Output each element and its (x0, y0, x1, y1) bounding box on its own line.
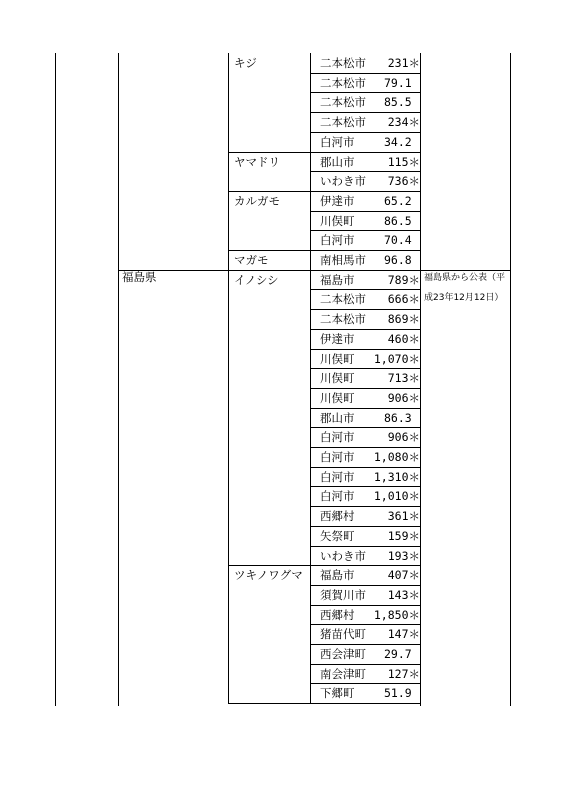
location-cell: 郡山市 (320, 154, 355, 169)
row-divider (310, 664, 420, 665)
measurement-value: 713＊ (387, 371, 420, 386)
location-cell: 白河市 (320, 489, 355, 504)
location-cell: 福島市 (320, 568, 355, 583)
column-rule (420, 53, 421, 706)
measurement-value: 234＊ (387, 115, 420, 130)
row-divider (310, 683, 420, 684)
location-cell: 白河市 (320, 233, 355, 248)
species-divider (228, 191, 420, 192)
species-name: カルガモ (234, 193, 280, 208)
location-cell: 白河市 (320, 134, 355, 149)
row-divider (310, 309, 420, 310)
species-divider (228, 250, 420, 251)
location-cell: 二本松市 (320, 115, 366, 130)
measurement-value: 85.5 (384, 95, 412, 110)
row-divider (310, 486, 420, 487)
species-name: キジ (234, 56, 257, 70)
row-divider (310, 230, 420, 231)
location-cell: 西郷村 (320, 607, 355, 622)
species-name: ヤマドリ (234, 154, 280, 169)
measurement-value: 115＊ (387, 154, 420, 169)
measurement-value: 1,850＊ (373, 607, 420, 622)
location-cell: 白河市 (320, 450, 355, 464)
measurement-value: 666＊ (387, 292, 420, 307)
measurement-value: 147＊ (387, 627, 420, 642)
location-cell: 伊達市 (320, 193, 355, 208)
row-divider (310, 73, 420, 74)
location-cell: 白河市 (320, 469, 355, 484)
location-cell: 二本松市 (320, 75, 366, 90)
row-divider (310, 289, 420, 290)
measurement-value: 127＊ (387, 666, 420, 681)
measurement-value: 906＊ (387, 390, 420, 405)
location-cell: 矢祭町 (320, 528, 355, 543)
row-divider (310, 526, 420, 527)
measurement-value: 143＊ (387, 587, 420, 602)
measurement-value: 51.9 (384, 686, 412, 701)
row-divider (310, 112, 420, 113)
region-cell: 福島県 (122, 270, 157, 284)
measurement-value: 736＊ (387, 174, 420, 189)
measurement-value: 1,010＊ (373, 489, 420, 504)
measurement-value: 79.1 (384, 75, 412, 90)
row-divider (310, 467, 420, 468)
location-cell: いわき市 (320, 174, 366, 189)
location-cell: 西会津町 (320, 647, 366, 661)
species-divider (228, 152, 420, 153)
row-divider (310, 427, 420, 428)
row-divider (310, 546, 420, 547)
species-name: イノシシ (234, 272, 279, 287)
row-divider (310, 329, 420, 330)
row-divider (310, 349, 420, 350)
location-cell: 猪苗代町 (320, 627, 366, 642)
measurement-value: 1,070＊ (373, 351, 420, 366)
column-rule (310, 53, 311, 703)
location-cell: 川俣町 (320, 371, 355, 386)
measurement-value: 1,310＊ (373, 469, 420, 484)
species-divider (228, 565, 420, 566)
measurement-value: 159＊ (387, 528, 420, 543)
location-cell: 二本松市 (320, 292, 366, 307)
row-divider (310, 447, 420, 448)
measurement-value: 193＊ (387, 548, 420, 563)
table-bottom-line (228, 703, 420, 704)
measurement-value: 789＊ (387, 272, 420, 287)
measurement-value: 869＊ (387, 312, 420, 327)
row-divider (310, 388, 420, 389)
column-rule (118, 53, 119, 706)
measurement-value: 86.5 (384, 213, 412, 228)
row-divider (310, 408, 420, 409)
row-divider (310, 585, 420, 586)
location-cell: 二本松市 (320, 95, 366, 110)
species-name: マガモ (234, 253, 269, 267)
row-divider (310, 92, 420, 93)
region-divider (118, 270, 510, 271)
location-cell: 二本松市 (320, 312, 366, 327)
row-divider (310, 644, 420, 645)
location-cell: 白河市 (320, 430, 355, 445)
location-cell: 西郷村 (320, 509, 355, 524)
location-cell: 川俣町 (320, 390, 355, 405)
source-note: 福島県から公表（平成23年12月12日） (424, 273, 506, 303)
measurement-value: 34.2 (384, 134, 412, 149)
measurement-value: 1,080＊ (373, 450, 420, 464)
measurement-value: 906＊ (387, 430, 420, 445)
measurement-value: 96.8 (384, 253, 412, 267)
species-name: ツキノワグマ (234, 568, 303, 583)
location-cell: 川俣町 (320, 213, 355, 228)
location-cell: 南会津町 (320, 666, 366, 681)
row-divider (310, 132, 420, 133)
location-cell: 福島市 (320, 272, 355, 287)
column-rule (228, 53, 229, 703)
location-cell: いわき市 (320, 548, 366, 563)
location-cell: 川俣町 (320, 351, 355, 366)
location-cell: 須賀川市 (320, 587, 366, 602)
row-divider (310, 171, 420, 172)
measurement-value: 86.3 (384, 410, 412, 425)
measurement-value: 460＊ (387, 331, 420, 346)
column-rule (510, 53, 511, 706)
measurement-value: 70.4 (384, 233, 412, 248)
row-divider (310, 605, 420, 606)
row-divider (310, 211, 420, 212)
measurement-value: 65.2 (384, 193, 412, 208)
row-divider (310, 368, 420, 369)
measurement-value: 231＊ (387, 56, 420, 70)
column-rule (55, 53, 56, 706)
location-cell: 南相馬市 (320, 253, 366, 267)
measurement-value: 29.7 (384, 647, 412, 661)
location-cell: 二本松市 (320, 56, 366, 70)
measurement-value: 361＊ (387, 509, 420, 524)
location-cell: 伊達市 (320, 331, 355, 346)
row-divider (310, 624, 420, 625)
location-cell: 郡山市 (320, 410, 355, 425)
location-cell: 下郷町 (320, 686, 355, 701)
row-divider (310, 506, 420, 507)
measurement-value: 407＊ (387, 568, 420, 583)
